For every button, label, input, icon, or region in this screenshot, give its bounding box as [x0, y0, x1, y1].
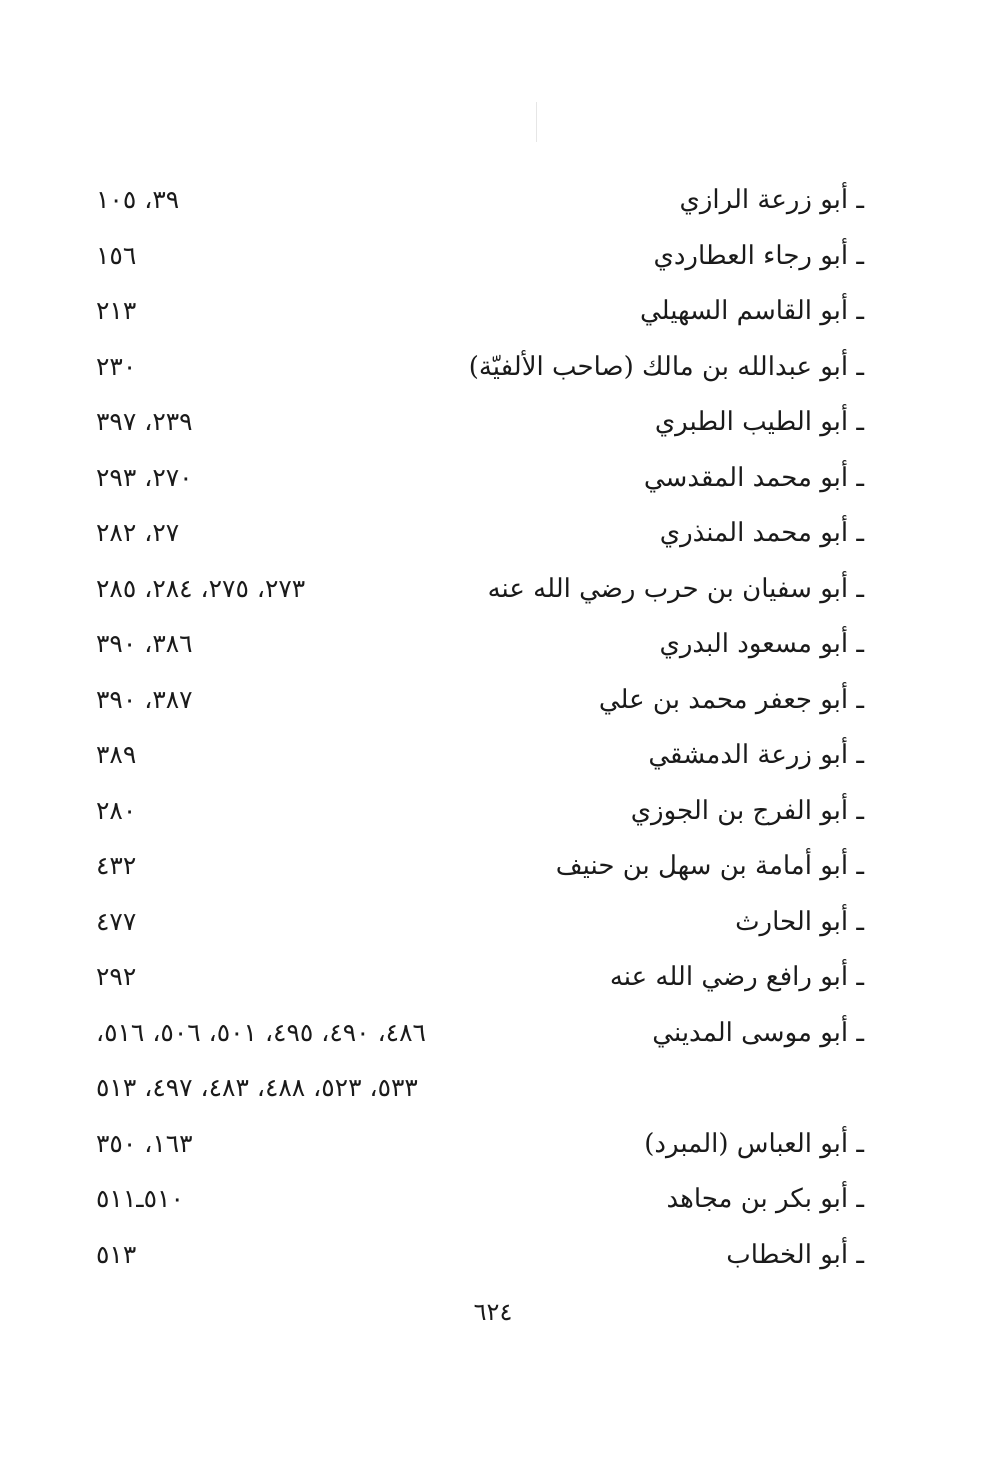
page-number: ٦٢٤	[473, 1298, 513, 1326]
entry-pages: ٢٧، ٢٨٢	[96, 518, 180, 547]
entry-name: ـ أبو العباس (المبرد)	[644, 1128, 864, 1159]
index-entry	[0, 339, 986, 395]
entry-name: ـ أبو الطيب الطبري	[654, 407, 864, 437]
index-entry	[0, 1116, 986, 1172]
entry-name: ـ أبو زرعة الرازي	[679, 185, 864, 215]
index-entry	[0, 727, 986, 783]
index-entry-continuation	[0, 1060, 986, 1116]
index-entry	[0, 1005, 986, 1061]
index-entry	[0, 228, 986, 284]
index-entry	[0, 672, 986, 728]
index-entry	[0, 838, 986, 894]
entry-pages: ٢١٣	[96, 296, 137, 325]
index-entry	[0, 394, 986, 450]
entry-pages: ٢٣٠	[96, 351, 137, 381]
index-entry	[0, 894, 986, 950]
index-entry	[0, 783, 986, 839]
entry-pages: ٣٨٩	[96, 740, 137, 769]
entry-name: ـ أبو مسعود البدري	[659, 629, 864, 659]
entry-name: ـ أبو الخطاب	[726, 1239, 864, 1270]
entry-pages: ٤٨٦، ٤٩٠، ٤٩٥، ٥٠١، ٥٠٦، ٥١٦،	[96, 1017, 426, 1047]
page-fold-mark	[536, 102, 537, 142]
index-entry	[0, 616, 986, 672]
entry-name: ـ أبو زرعة الدمشقي	[648, 740, 864, 770]
index-entry	[0, 1227, 986, 1283]
entry-name: ـ أبو محمد المقدسي	[643, 462, 864, 493]
entry-pages: ٤٣٢	[96, 851, 137, 880]
index-entry	[0, 172, 986, 228]
entry-pages: ٢٩٢	[96, 962, 137, 991]
entry-name: ـ أبو القاسم السهيلي	[639, 296, 864, 326]
entry-pages: ٥١٠ـ٥١١	[96, 1184, 184, 1213]
index-entry	[0, 561, 986, 617]
entry-pages: ٤٧٧	[96, 906, 137, 936]
entry-pages: ٥٣٣، ٥٢٣، ٤٨٨، ٤٨٣، ٤٩٧، ٥١٣	[96, 1073, 418, 1102]
entry-name: ـ أبو جعفر محمد بن علي	[598, 684, 864, 715]
entry-pages: ٢٣٩، ٣٩٧	[96, 407, 193, 436]
entry-name: ـ أبو الفرج بن الجوزي	[630, 795, 864, 826]
index-list	[0, 172, 986, 1282]
entry-name: ـ أبو رجاء العطاردي	[653, 240, 864, 271]
entry-pages: ٥١٣	[96, 1239, 137, 1269]
entry-name: ـ أبو الحارث	[735, 906, 864, 937]
index-entry	[0, 505, 986, 561]
entry-pages: ٢٨٠	[96, 795, 137, 825]
entry-pages: ١٦٣، ٣٥٠	[96, 1128, 193, 1158]
index-entry	[0, 949, 986, 1005]
entry-pages: ١٥٦	[96, 240, 137, 270]
entry-name: ـ أبو عبدالله بن مالك (صاحب الألفيّة)	[468, 351, 864, 382]
entry-name: ـ أبو رافع رضي الله عنه	[609, 962, 864, 992]
entry-pages: ٢٧٣، ٢٧٥، ٢٨٤، ٢٨٥	[96, 573, 306, 603]
index-entry	[0, 1171, 986, 1227]
entry-name: ـ أبو موسى المديني	[652, 1017, 864, 1048]
index-entry	[0, 450, 986, 506]
entry-name: ـ أبو أمامة بن سهل بن حنيف	[555, 851, 864, 881]
entry-pages: ٣٨٦، ٣٩٠	[96, 629, 193, 658]
entry-pages: ٢٧٠، ٢٩٣	[96, 462, 193, 492]
entry-pages: ٣٩، ١٠٥	[96, 185, 180, 214]
index-entry	[0, 283, 986, 339]
entry-name: ـ أبو بكر بن مجاهد	[666, 1184, 864, 1214]
entry-pages: ٣٨٧، ٣٩٠	[96, 684, 193, 714]
entry-name: ـ أبو سفيان بن حرب رضي الله عنه	[487, 573, 864, 604]
entry-name: ـ أبو محمد المنذري	[659, 518, 864, 548]
